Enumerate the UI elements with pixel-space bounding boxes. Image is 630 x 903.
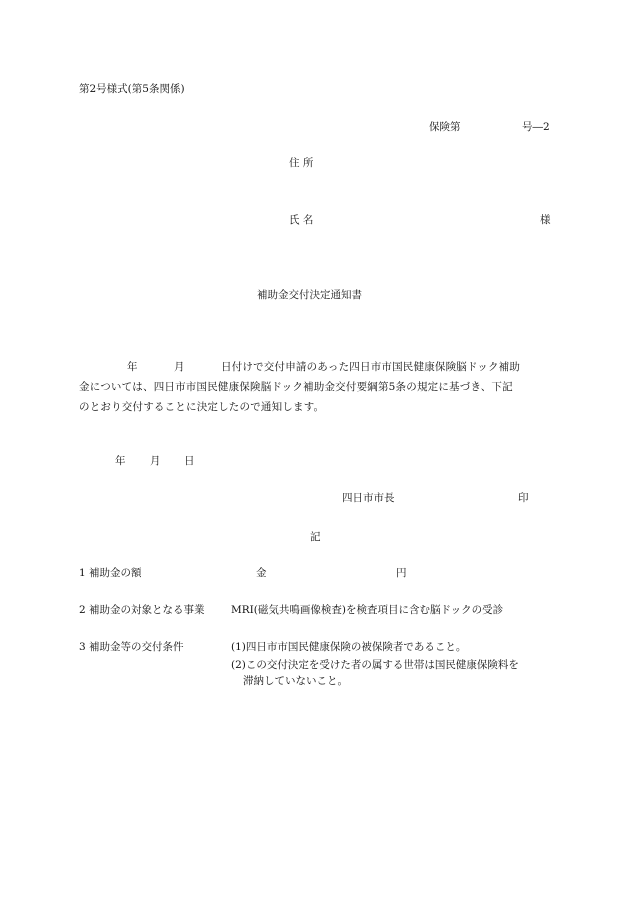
reference-prefix: 保険第 bbox=[429, 121, 461, 133]
ki-heading: 記 bbox=[310, 531, 321, 543]
body-day-text: 日付けで交付申請のあった四日市市国民健康保険脳ドック補助 bbox=[221, 361, 521, 373]
body-year: 年 bbox=[127, 361, 138, 373]
condition-1: (1)四日市市国民健康保険の被保険者であること。 bbox=[231, 641, 467, 653]
form-number: 第2号様式(第5条関係) bbox=[79, 83, 185, 95]
item-1-kin: 金 bbox=[256, 567, 267, 579]
issuer: 四日市市長 bbox=[342, 492, 395, 504]
date-year: 年 bbox=[115, 455, 126, 467]
document-title: 補助金交付決定通知書 bbox=[257, 289, 362, 301]
condition-2-continued: 滞納していないこと。 bbox=[243, 675, 348, 687]
item-2-value: MRI(磁気共鳴画像検査)を検査項目に含む脳ドックの受診 bbox=[231, 604, 504, 616]
body-line-3: のとおり交付することに決定したので通知します。 bbox=[79, 401, 325, 413]
body-line-1 bbox=[79, 357, 553, 377]
item-2-label: 2 補助金の対象となる事業 bbox=[79, 604, 205, 616]
address-label: 住 所 bbox=[289, 157, 314, 169]
date-day: 日 bbox=[184, 455, 195, 467]
item-3-label: 3 補助金等の交付条件 bbox=[79, 641, 184, 653]
body-month: 月 bbox=[174, 361, 185, 373]
condition-2: (2)この交付決定を受けた者の属する世帯は国民健康保険料を bbox=[231, 659, 519, 671]
body-line-2: 金については、四日市市国民健康保険脳ドック補助金交付要綱第5条の規定に基づき、下記 bbox=[79, 381, 513, 393]
item-1-yen: 円 bbox=[396, 567, 407, 579]
item-1-label: 1 補助金の額 bbox=[79, 567, 142, 579]
honorific: 様 bbox=[540, 214, 551, 226]
date-month: 月 bbox=[150, 455, 161, 467]
seal-mark: 印 bbox=[518, 492, 529, 504]
name-label: 氏 名 bbox=[289, 214, 314, 226]
body-paragraph bbox=[79, 357, 553, 417]
reference-suffix: 号―2 bbox=[522, 121, 550, 133]
